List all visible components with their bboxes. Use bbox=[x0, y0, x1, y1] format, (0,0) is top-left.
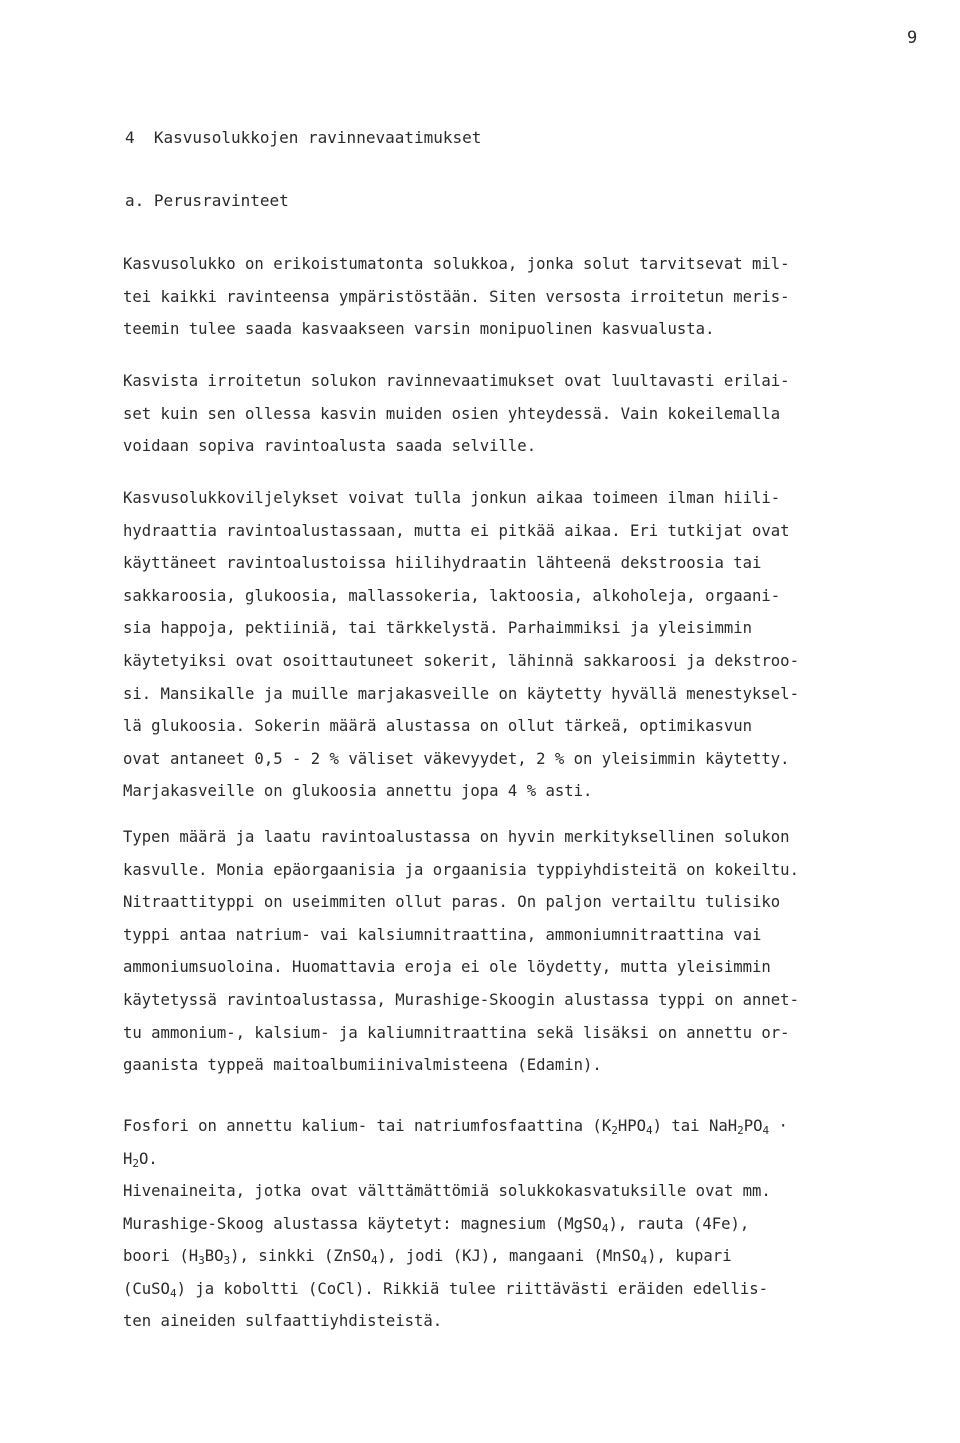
text-line: gaanista typpeä maitoalbumiinivalmisteena (Edamin). bbox=[123, 1056, 602, 1075]
text-line bbox=[123, 1110, 933, 1143]
text-line: ovat antaneet 0,5 - 2 % väliset väkevyydet, 2 % on yleisimmin käytetty. bbox=[123, 749, 790, 768]
paragraph-phosphorus bbox=[123, 1110, 933, 1175]
text-line: kasvulle. Monia epäorgaanisia ja orgaanisia typpiyhdisteitä on kokeiltu. bbox=[123, 860, 799, 879]
text-line: Hivenaineita, jotka ovat välttämättömiä solukkokasvatuksille ovat mm. bbox=[123, 1182, 771, 1200]
formula-nah2po4: $NaH_2PO_4$ · bbox=[708, 1117, 788, 1137]
text-run: tai bbox=[662, 1117, 709, 1135]
text-run: Fosfori on annettu kalium- tai natriumfosfaattina ( bbox=[123, 1117, 602, 1135]
subsection-heading: a. Perusravinteet bbox=[125, 191, 289, 210]
text-line: tu ammonium-, kalsium- ja kaliumnitraattina sekä lisäksi on annettu or- bbox=[123, 1023, 790, 1042]
text-line: tei kaikki ravinteensa ympäristöstään. Siten versosta irroitetun meris- bbox=[123, 287, 790, 306]
text-line: Typen määrä ja laatu ravintoalustassa on hyvin merkityksellinen solukon bbox=[123, 828, 790, 846]
paragraph-carbohydrates bbox=[123, 482, 933, 808]
text-line: boori $(H_3BO_3)$, sinkki (ZnSO$_4$), jodi (KJ), mangaani (MnSO$_4$), kupari bbox=[123, 1247, 732, 1268]
text-line: Kasvusolukkoviljelykset voivat tulla jonkun aikaa toimeen ilman hiili- bbox=[123, 489, 781, 507]
paragraph-intro bbox=[123, 248, 933, 346]
paragraph-nitrogen bbox=[123, 821, 933, 1082]
text-line: Kasvusolukko on erikoistumatonta solukkoa, jonka solut tarvitsevat mil- bbox=[123, 255, 790, 273]
text-line: Kasvista irroitetun solukon ravinnevaatimukset ovat luultavasti erilai- bbox=[123, 372, 790, 390]
formula-h2o: $H_2O$. bbox=[123, 1149, 158, 1170]
text-line: Murashige-Skoog alustassa käytetyt: magnesium (MgSO$_4$), rauta (4Fe), bbox=[123, 1214, 750, 1235]
text-line: ammoniumsuoloina. Huomattavia eroja ei ole löydetty, mutta yleisimmin bbox=[123, 958, 771, 977]
text-line: ten aineiden sulfaattiyhdisteistä. bbox=[123, 1312, 443, 1331]
text-line: lä glukoosia. Sokerin määrä alustassa on ollut tärkeä, optimikasvun bbox=[123, 717, 753, 736]
formula-k2hpo4: $K_2HPO_4$) bbox=[601, 1117, 663, 1137]
text-line: teemin tulee saada kasvaakseen varsin monipuolinen kasvualusta. bbox=[123, 320, 715, 339]
text-line: (CuSO$_4$) ja koboltti (CoCl). Rikkiä tulee riittävästi eräiden edellis- bbox=[123, 1279, 769, 1300]
text-line: si. Mansikalle ja muille marjakasveille on käytetty hyvällä menestyksel- bbox=[123, 684, 799, 703]
page-number: 9 bbox=[907, 28, 918, 48]
paragraph-requirements bbox=[123, 365, 933, 463]
text-line: käytetyiksi ovat osoittautuneet sokerit, lähinnä sakkaroosi ja dekstroo- bbox=[123, 651, 799, 670]
text-line: Marjakasveille on glukoosia annettu jopa 4 % asti. bbox=[123, 782, 593, 801]
paragraph-trace-elements bbox=[123, 1175, 933, 1338]
text-line: sakkaroosia, glukoosia, mallassokeria, laktoosia, alkoholeja, orgaani- bbox=[123, 586, 781, 605]
text-line: hydraattia ravintoalustassaan, mutta ei pitkää aikaa. Eri tutkijat ovat bbox=[123, 521, 790, 540]
section-heading: 4 Kasvusolukkojen ravinnevaatimukset bbox=[125, 128, 482, 147]
text-line: typpi antaa natrium- vai kalsiumnitraattina, ammoniumnitraattina vai bbox=[123, 925, 762, 944]
text-line: Nitraattityppi on useimmiten ollut paras. On paljon vertailtu tulisiko bbox=[123, 893, 781, 912]
text-line: käytetyssä ravintoalustassa, Murashige-Skoogin alustassa typpi on annet- bbox=[123, 990, 799, 1009]
text-line bbox=[123, 1143, 933, 1176]
text-line: set kuin sen ollessa kasvin muiden osien yhteydessä. Vain kokeilemalla bbox=[123, 404, 781, 423]
text-line: sia happoja, pektiiniä, tai tärkkelystä. Parhaimmiksi ja yleisimmin bbox=[123, 619, 753, 638]
text-line: voidaan sopiva ravintoalusta saada selville. bbox=[123, 437, 537, 456]
text-line: käyttäneet ravintoalustoissa hiilihydraatin lähteenä dekstroosia tai bbox=[123, 554, 762, 573]
